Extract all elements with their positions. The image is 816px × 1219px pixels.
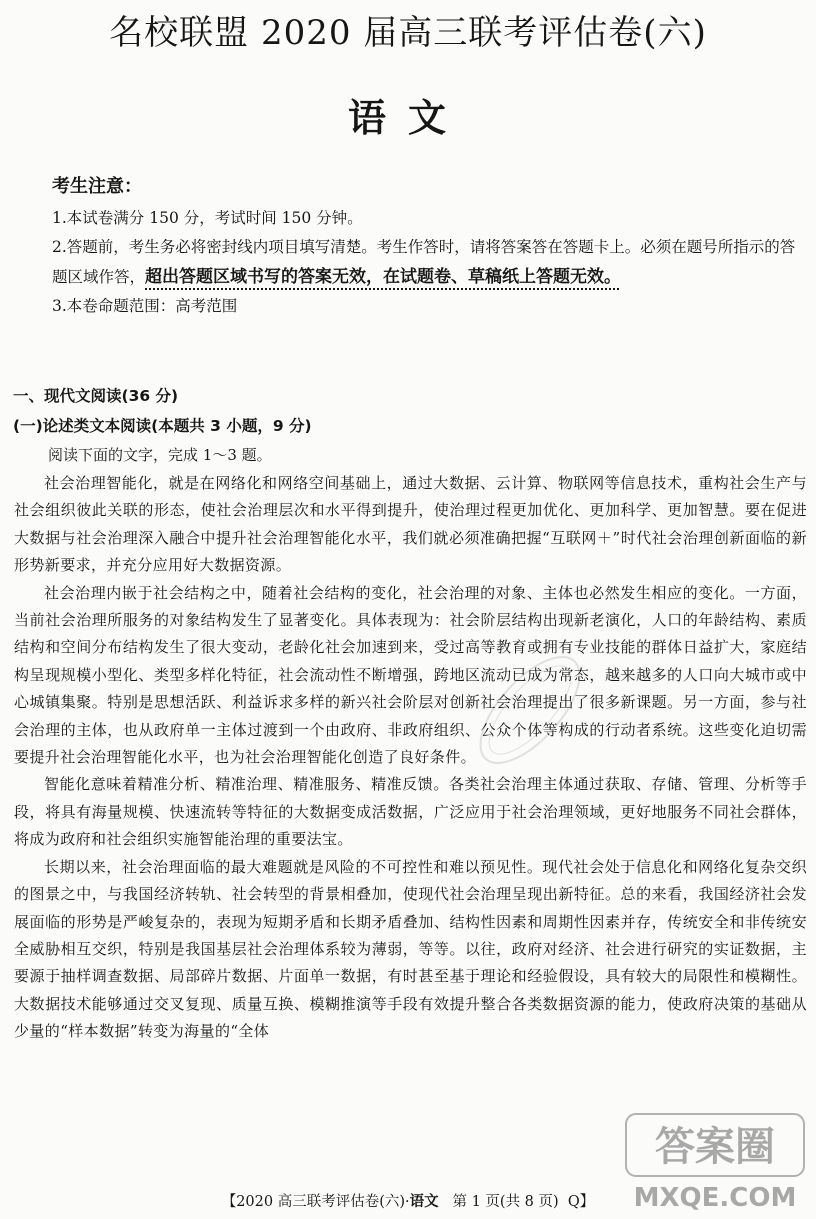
notice-list	[52, 204, 804, 320]
notice-heading: 考生注意：	[52, 176, 142, 197]
section-heading: 一、现代文阅读(36 分)	[13, 387, 179, 405]
notice-item-3: 3.本卷命题范围：高考范围	[52, 297, 238, 315]
reading-passage	[14, 470, 807, 1046]
passage-paragraph-3: 智能化意味着精准分析、精准治理、精准服务、精准反馈。各类社会治理主体通过获取、存储、管理、分析等手段，将具有海量规模、快速流转等特征的大数据变成活数据，广泛应用于社会治理领域，更好地服务不同社会群体，将成为政府和社会组织实施智能治理的重要法宝。	[14, 775, 807, 849]
footer-exam-label: 【2020 高三联考评估卷(六)·	[221, 1194, 410, 1210]
footer-code: Q】	[567, 1194, 595, 1210]
subsection-heading: (一)论述类文本阅读(本题共 3 小题，9 分)	[13, 417, 312, 435]
footer-subject: 语文	[409, 1194, 439, 1210]
passage-paragraph-1: 社会治理智能化，就是在网络化和网络空间基础上，通过大数据、云计算、物联网等信息技术，重构社会生产与社会组织彼此关联的形态，使社会治理层次和水平得到提升，使治理过程更加优化、更加科学、更加智慧。要在促进大数据与社会治理深入融合中提升社会治理智能化水平，我们就必须准确把握“互联网＋”时代社会治理创新面临的新形势新要求，并充分应用好大数据资源。	[14, 474, 807, 575]
footer-page-number: 第 1 页(共 8 页)	[452, 1194, 559, 1210]
subject-title: 语文	[347, 96, 468, 140]
passage-paragraph-2: 社会治理内嵌于社会结构之中，随着社会结构的变化，社会治理的对象、主体也必然发生相应的变化。一方面，当前社会治理所服务的对象结构发生了显著变化。具体表现为：社会阶层结构出现新老演化，人口的年龄结构、素质结构和空间分布结构发生了很大变动，老龄化社会加速到来，受过高等教育或拥有专业技能的群体日益扩大，家庭结构呈现规模小型化、类型多样化特征，社会流动性不断增强，跨地区流动已成为常态，越来越多的人口向大城市或中心城镇集聚。特别是思想活跃、利益诉求多样的新兴社会阶层对创新社会治理提出了很多新课题。另一方面，参与社会治理的主体，也从政府单一主体过渡到一个由政府、非政府组织、公众个体等构成的行动者系统。这些变化迫切需要提升社会治理智能化水平，也为社会治理智能化创造了良好条件。	[14, 583, 807, 767]
mxqe-logo-watermark	[620, 1108, 810, 1216]
notice-item-2-text: 2.答题前，考生务必将密封线内项目填写清楚。考生作答时，请将答案答在答题卡上。必须在题号所指示的答题区域作答，	[52, 238, 796, 286]
svg-text:MXQE.COM: MXQE.COM	[633, 1183, 797, 1213]
notice-item-2	[52, 232, 804, 292]
notice-item-2-emphasis: 超出答题区域书写的答案无效，在试题卷、草稿纸上答题无效。	[145, 267, 622, 287]
reading-instruction: 阅读下面的文字，完成 1～3 题。	[48, 446, 272, 464]
svg-text:答案圈: 答案圈	[655, 1124, 775, 1170]
passage-paragraph-4: 长期以来，社会治理面临的最大难题就是风险的不可控性和难以预见性。现代社会处于信息化和网络化复杂交织的图景之中，与我国经济转轨、社会转型的背景相叠加，使现代社会治理呈现出新特征。总的来看，我国经济社会发展面临的形势是严峻复杂的，表现为短期矛盾和长期矛盾叠加、结构性因素和周期性因素并存，传统安全和非传统安全威胁相互交织，特别是我国基层社会治理体系较为薄弱，等等。以往，政府对经济、社会进行研究的实证数据，主要源于抽样调查数据、局部碎片数据、片面单一数据，有时甚至基于理论和经验假设，具有较大的局限性和模糊性。大数据技术能够通过交叉复现、质量互换、模糊推演等手段有效提升整合各类数据资源的能力，使政府决策的基础从少量的“样本数据”转变为海量的“全体	[14, 857, 807, 1041]
exam-title: 名校联盟 2020 届高三联考评估卷(六)	[109, 13, 707, 53]
notice-item-1: 1.本试卷满分 150 分，考试时间 150 分钟。	[52, 209, 363, 227]
